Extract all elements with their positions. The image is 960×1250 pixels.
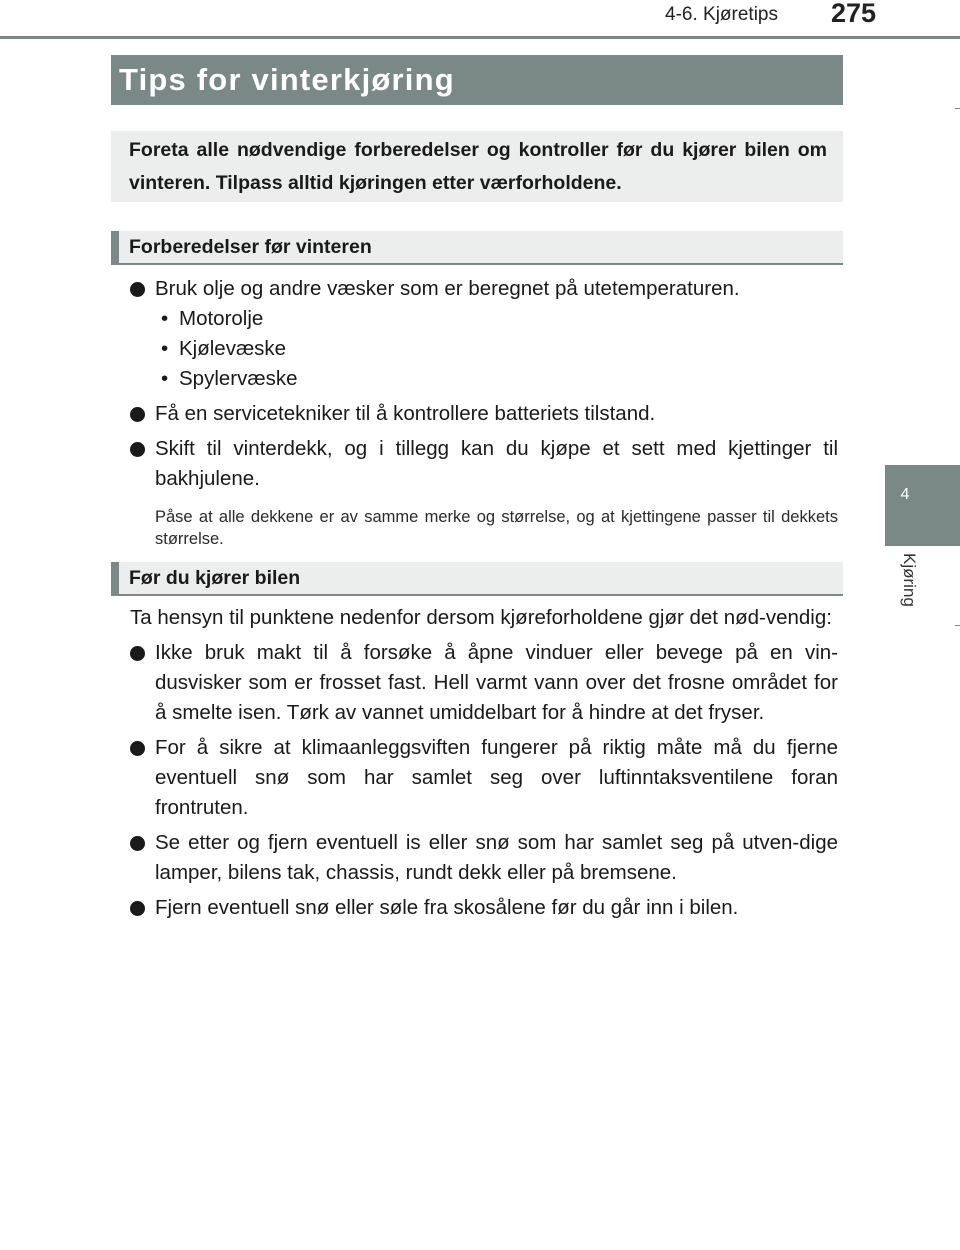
bullet-item: Se etter og fjern eventuell is eller snø som har samlet seg på utven-dige lamper, bilens tak, chassis, rundt dekk eller på bremsene. [130, 828, 838, 888]
sub-list-item: • Kjølevæske [161, 337, 287, 360]
bullet-item: Bruk olje og andre væsker som er beregnet på utetemperaturen. [130, 274, 838, 304]
section-intro: Ta hensyn til punktene nedenfor dersom kjøreforholdene gjør det nød-vendig: [130, 606, 832, 629]
sub-list-item: • Motorolje [161, 307, 264, 330]
sub-list-item: • Spylervæske [161, 367, 298, 390]
title-bar [111, 55, 843, 105]
bullet-item: Skift til vinterdekk, og i tillegg kan du kjøpe et sett med kjettinger til bakhjulene. [130, 434, 838, 494]
section1-content [130, 274, 838, 550]
section-heading [111, 562, 843, 596]
bullet-item: Få en servicetekniker til å kontrollere batteriets tilstand. [130, 399, 838, 429]
intro-text: Foreta alle nødvendige forberedelser og kontroller før du kjører bilen om vinteren. Tilpass alltid kjøringen etter værforholdene. [129, 139, 827, 194]
bullet-item: Ikke bruk makt til å forsøke å åpne vinduer eller bevege på en vin-dusvisker som er frosset fast. Hell varmt vann over det frosne området for å smelte isen. Tørk av vannet umiddelbart for å hindre at det fryser. [130, 638, 838, 728]
chapter-number: 4 [900, 486, 910, 503]
note-text: Påse at alle dekkene er av samme merke og størrelse, og at kjettingene passer til dekkets størrelse. [155, 508, 838, 548]
chapter-label [880, 553, 930, 633]
bullet-item: Fjern eventuell snø eller søle fra skosålene før du går inn i bilen. [130, 893, 838, 923]
page-title: Tips for vinterkjøring [119, 62, 455, 97]
bullet-item: For å sikre at klimaanleggsviften fungerer på riktig måte må du fjerne eventuell snø som har samlet seg over luftinntaksventilene foran frontruten. [130, 733, 838, 823]
section-heading-text: Forberedelser før vinteren [129, 236, 372, 258]
page-number: 275 [830, 0, 876, 28]
section-heading [111, 231, 843, 265]
section-heading-text: Før du kjører bilen [129, 567, 301, 589]
header-rule [0, 36, 960, 39]
margin-tick [955, 108, 960, 109]
section2-content [130, 603, 838, 923]
chapter-label-text: Kjøring [900, 553, 919, 607]
margin-tick [955, 625, 960, 626]
section-label: 4-6. Kjøretips [665, 4, 778, 25]
chapter-tab [885, 465, 960, 546]
intro-box [111, 131, 843, 202]
sub-list-text: Motorolje [179, 307, 264, 330]
sub-list-text: Spylervæske [179, 367, 298, 390]
sub-list-text: Kjølevæske [179, 337, 287, 360]
